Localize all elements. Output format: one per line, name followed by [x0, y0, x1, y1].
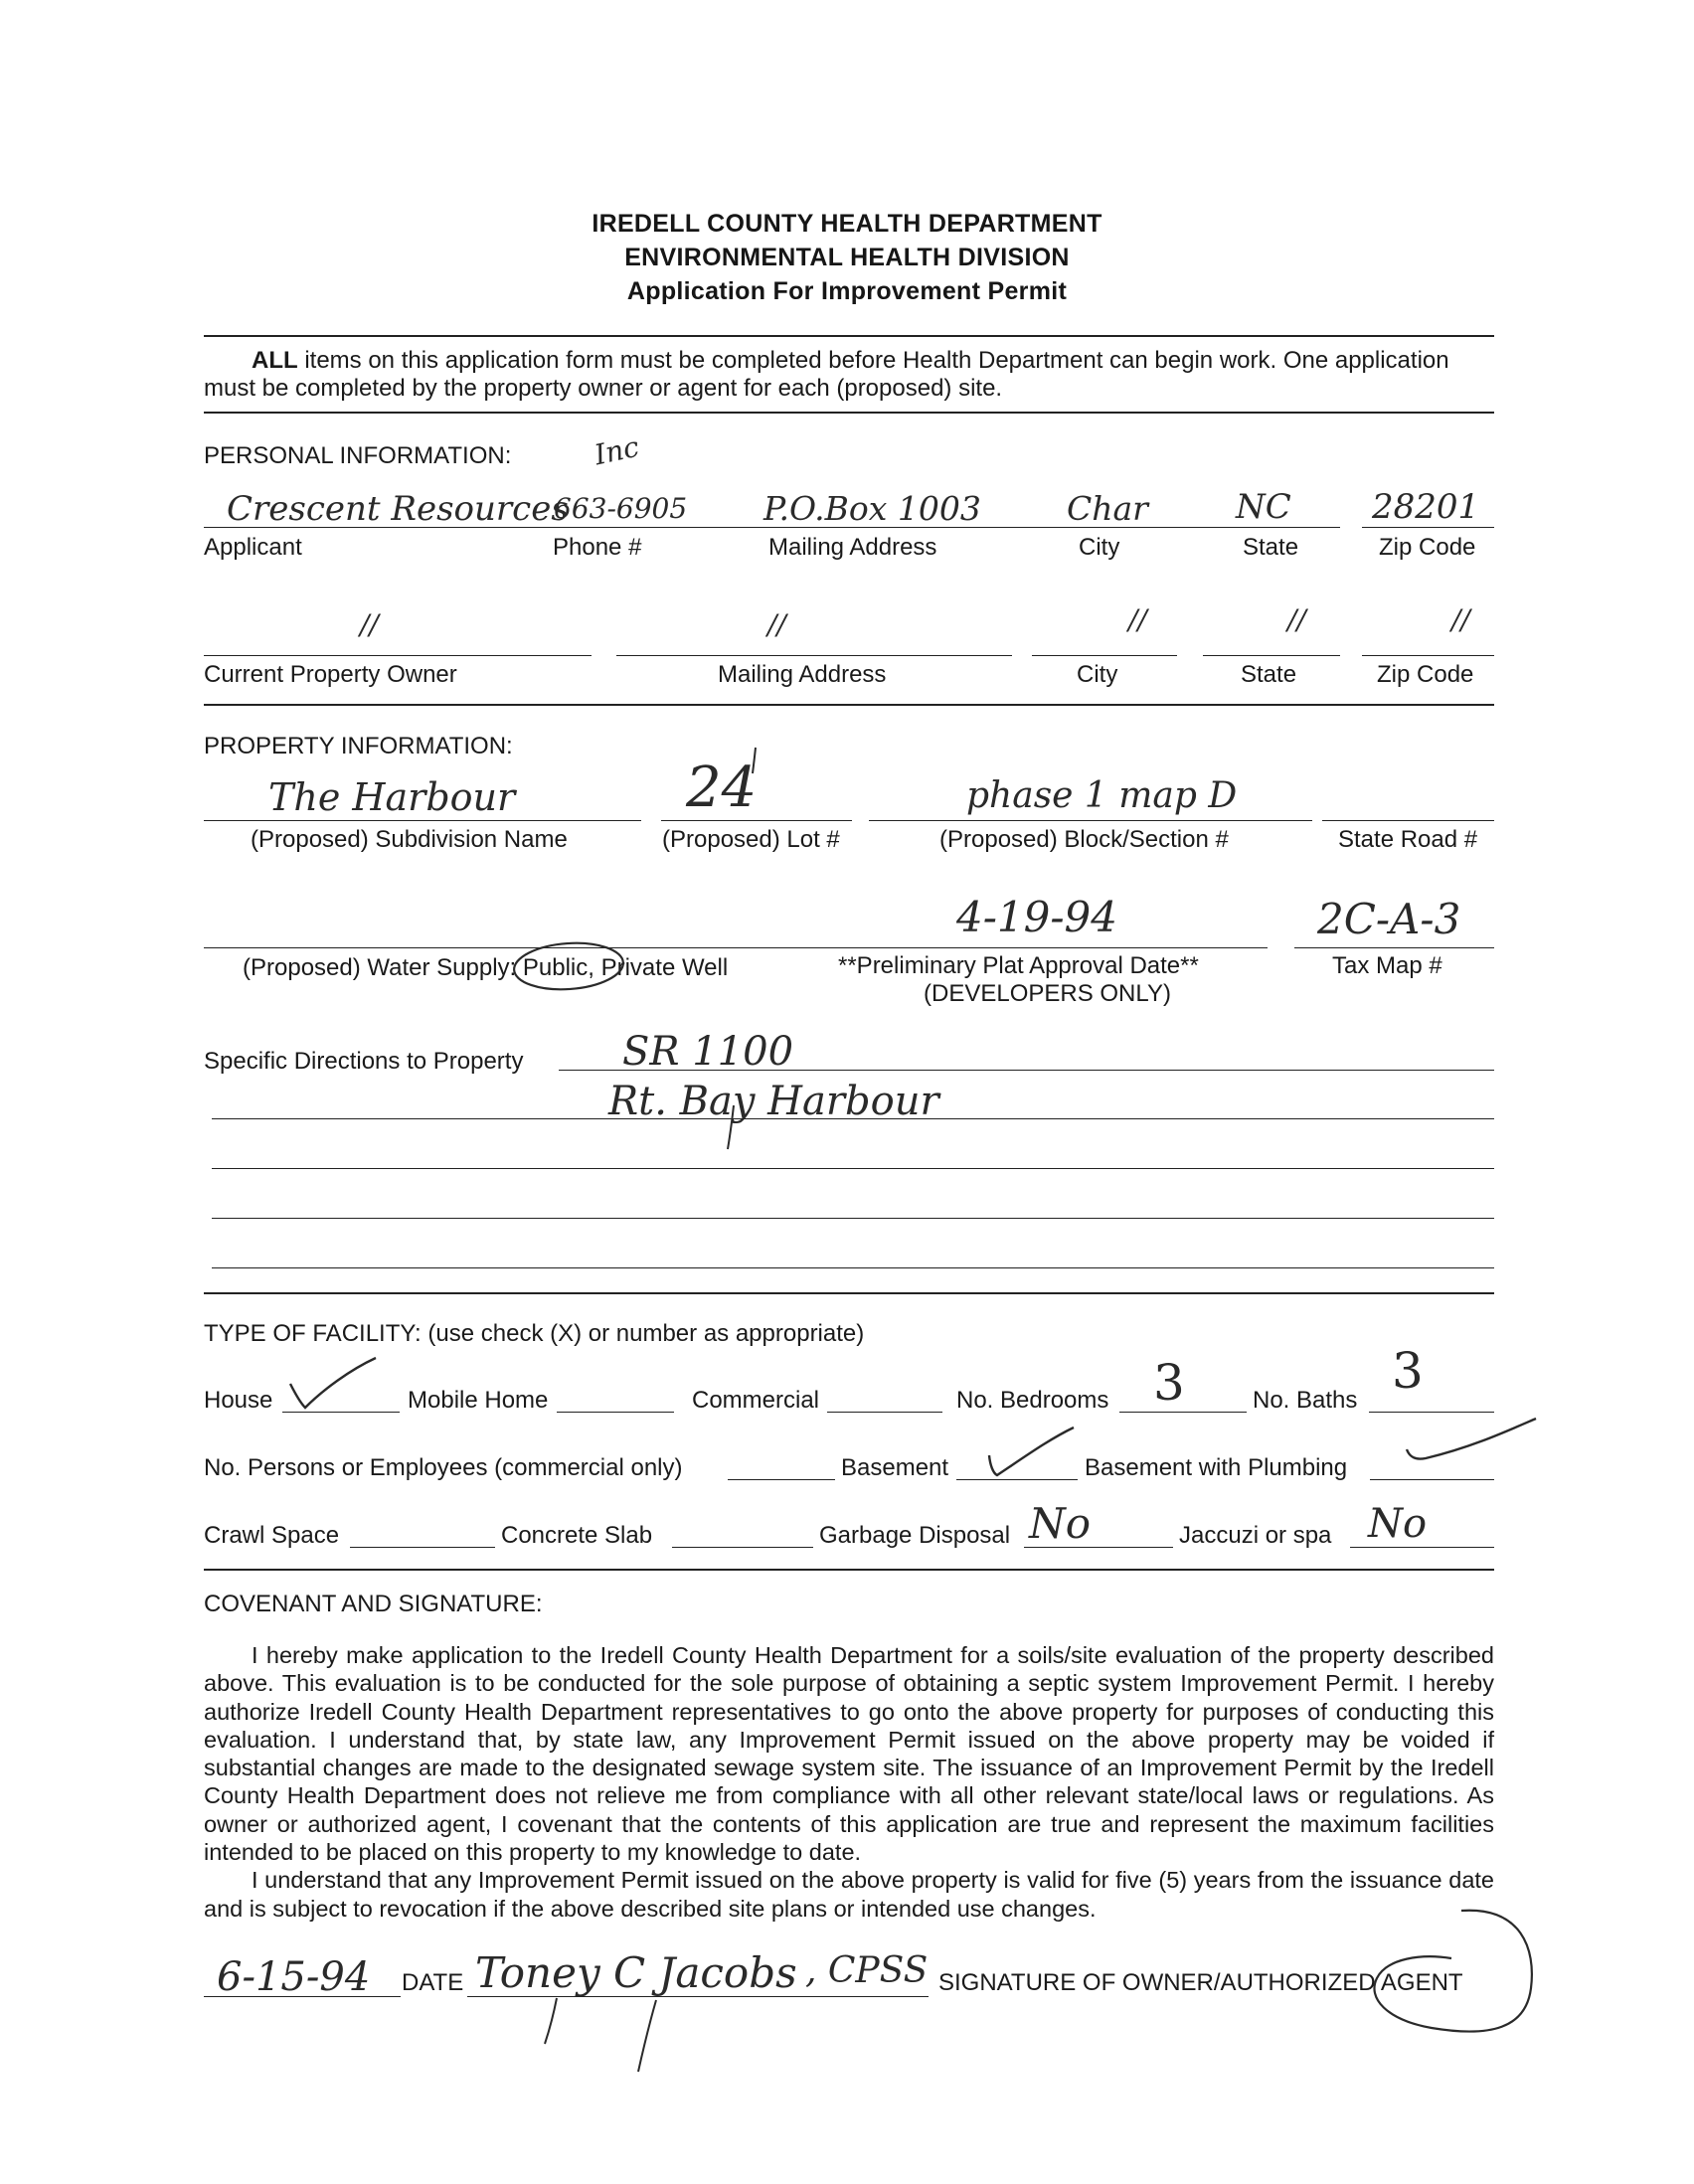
basement-plumbing-label: Basement with Plumbing	[1085, 1454, 1348, 1481]
zip-label: Zip Code	[1379, 534, 1476, 561]
header-title: IREDELL COUNTY HEALTH DEPARTMENT	[592, 210, 1102, 238]
baths-label: No. Baths	[1253, 1387, 1358, 1414]
directions-line2-value[interactable]: Rt. Bay Harbour	[608, 1079, 939, 1124]
bedrooms-label: No. Bedrooms	[956, 1387, 1109, 1414]
mailing-value[interactable]: P.O.Box 1003	[763, 489, 981, 528]
property-section-label: PROPERTY INFORMATION:	[204, 733, 513, 759]
block-value[interactable]: phase 1 map D	[966, 775, 1238, 816]
jacuzzi-value[interactable]: No	[1368, 1501, 1428, 1547]
subdivision-label: (Proposed) Subdivision Name	[251, 826, 568, 853]
covenant-section-label: COVENANT AND SIGNATURE:	[204, 1591, 543, 1617]
commercial-label: Commercial	[692, 1387, 820, 1414]
personal-section-label: PERSONAL INFORMATION:	[204, 442, 512, 469]
basement-plumbing-check-mark	[1407, 1419, 1536, 1459]
house-check-mark	[290, 1358, 376, 1408]
tax-map-label: Tax Map #	[1332, 952, 1442, 979]
state-road-label: State Road #	[1338, 826, 1478, 853]
lot-tick-mark	[753, 748, 756, 773]
plat-date-value[interactable]: 4-19-94	[956, 893, 1117, 941]
city-label: City	[1079, 534, 1120, 561]
city-value[interactable]: Char	[1067, 489, 1148, 528]
persons-label: No. Persons or Employees (commercial only)	[204, 1454, 683, 1481]
owner-state-value[interactable]: //	[1287, 603, 1306, 636]
applicant-suffix-value[interactable]: Inc	[592, 429, 642, 472]
owner-mailing-value[interactable]: //	[767, 608, 786, 641]
plat-date-sublabel: (DEVELOPERS ONLY)	[924, 980, 1171, 1007]
header-form-title: Application For Improvement Permit	[626, 277, 1068, 305]
zip-value[interactable]: 28201	[1372, 487, 1480, 527]
public-circle-mark	[513, 939, 625, 993]
agent-circle-mark	[1374, 1911, 1531, 2032]
garbage-disposal-value[interactable]: No	[1029, 1499, 1092, 1548]
date-label: DATE	[402, 1969, 464, 1996]
garbage-disposal-label: Garbage Disposal	[819, 1522, 1011, 1549]
basement-label: Basement	[841, 1454, 949, 1481]
jacuzzi-label: Jaccuzi or spa	[1179, 1522, 1332, 1549]
phone-label: Phone #	[553, 534, 642, 561]
facility-section-label: TYPE OF FACILITY: (use check (X) or number as appropriate)	[204, 1320, 865, 1347]
phone-value[interactable]: 663-6905	[554, 492, 688, 525]
covenant-paragraph-1: I hereby make application to the Iredell County Health Department for a soils/site evaluation of the property described above. This evaluation is to be conducted for the sole purpose of obtaining a septic system Improvement Permit. I hereby authorize Iredell County Health Department representatives to go onto the above property for purposes of conducting this evaluation. I understand that, by state law, any Improvement Permit issued on the above property may be voided if substantial changes are made to the designated sewage system site. The issuance of an Improvement Permit by the Iredell County Health Department does not relieve me from compliance with all other relevant state/local laws or regulations. As owner or authorized agent, I covenant that the contents of this application are true and represent the maximum facilities intended to be placed on this property to my knowledge to date.	[204, 1642, 1494, 1866]
tax-map-value[interactable]: 2C-A-3	[1317, 895, 1461, 943]
covenant-paragraph-2: I understand that any Improvement Permit issued on the above property is valid for five (5) years from the issuance date and is subject to revocation if the above described site plans or intended use changes.	[204, 1867, 1494, 1922]
owner-state-label: State	[1241, 661, 1297, 688]
crawl-space-label: Crawl Space	[204, 1522, 340, 1549]
owner-city-value[interactable]: //	[1128, 603, 1147, 636]
directions-tick-mark	[728, 1105, 734, 1149]
directions-label: Specific Directions to Property	[204, 1048, 524, 1075]
block-label: (Proposed) Block/Section #	[939, 826, 1229, 853]
intro-bold-word: ALL	[252, 347, 298, 374]
subdivision-value[interactable]: The Harbour	[268, 775, 516, 819]
bedrooms-value[interactable]: 3	[1153, 1354, 1185, 1412]
state-value[interactable]: NC	[1236, 487, 1291, 527]
intro-text: items on this application form must be completed before Health Department can begin work. One application	[304, 347, 1449, 374]
plat-date-label: **Preliminary Plat Approval Date**	[838, 952, 1199, 979]
basement-check-mark	[989, 1428, 1074, 1475]
mobile-home-label: Mobile Home	[408, 1387, 549, 1414]
lot-value[interactable]: 24	[686, 756, 758, 820]
signature-title[interactable]: , CPSS	[805, 1950, 929, 1991]
signature-flourish	[545, 1998, 656, 2072]
water-supply-label: (Proposed) Water Supply: Public, Private Well	[243, 954, 729, 981]
mailing-label: Mailing Address	[768, 534, 937, 561]
applicant-label: Applicant	[204, 534, 302, 561]
baths-value[interactable]: 3	[1392, 1342, 1424, 1400]
owner-zip-label: Zip Code	[1377, 661, 1474, 688]
applicant-value[interactable]: Crescent Resources	[227, 489, 569, 529]
concrete-slab-label: Concrete Slab	[501, 1522, 653, 1549]
lot-label: (Proposed) Lot #	[662, 826, 840, 853]
date-value[interactable]: 6-15-94	[217, 1954, 371, 2000]
owner-label: Current Property Owner	[204, 661, 457, 688]
owner-city-label: City	[1077, 661, 1118, 688]
directions-line1-value[interactable]: SR 1100	[622, 1029, 794, 1075]
house-label: House	[204, 1387, 273, 1414]
owner-zip-value[interactable]: //	[1451, 603, 1470, 636]
signature-label: SIGNATURE OF OWNER/AUTHORIZED AGENT	[938, 1969, 1463, 1996]
intro-line2: must be completed by the property owner or agent for each (proposed) site.	[204, 375, 1003, 402]
signature-name[interactable]: Toney C Jacobs	[475, 1948, 797, 1997]
state-label: State	[1243, 534, 1299, 561]
owner-value[interactable]: //	[360, 608, 379, 641]
owner-mailing-label: Mailing Address	[718, 661, 887, 688]
header-division: ENVIRONMENTAL HEALTH DIVISION	[624, 244, 1070, 271]
